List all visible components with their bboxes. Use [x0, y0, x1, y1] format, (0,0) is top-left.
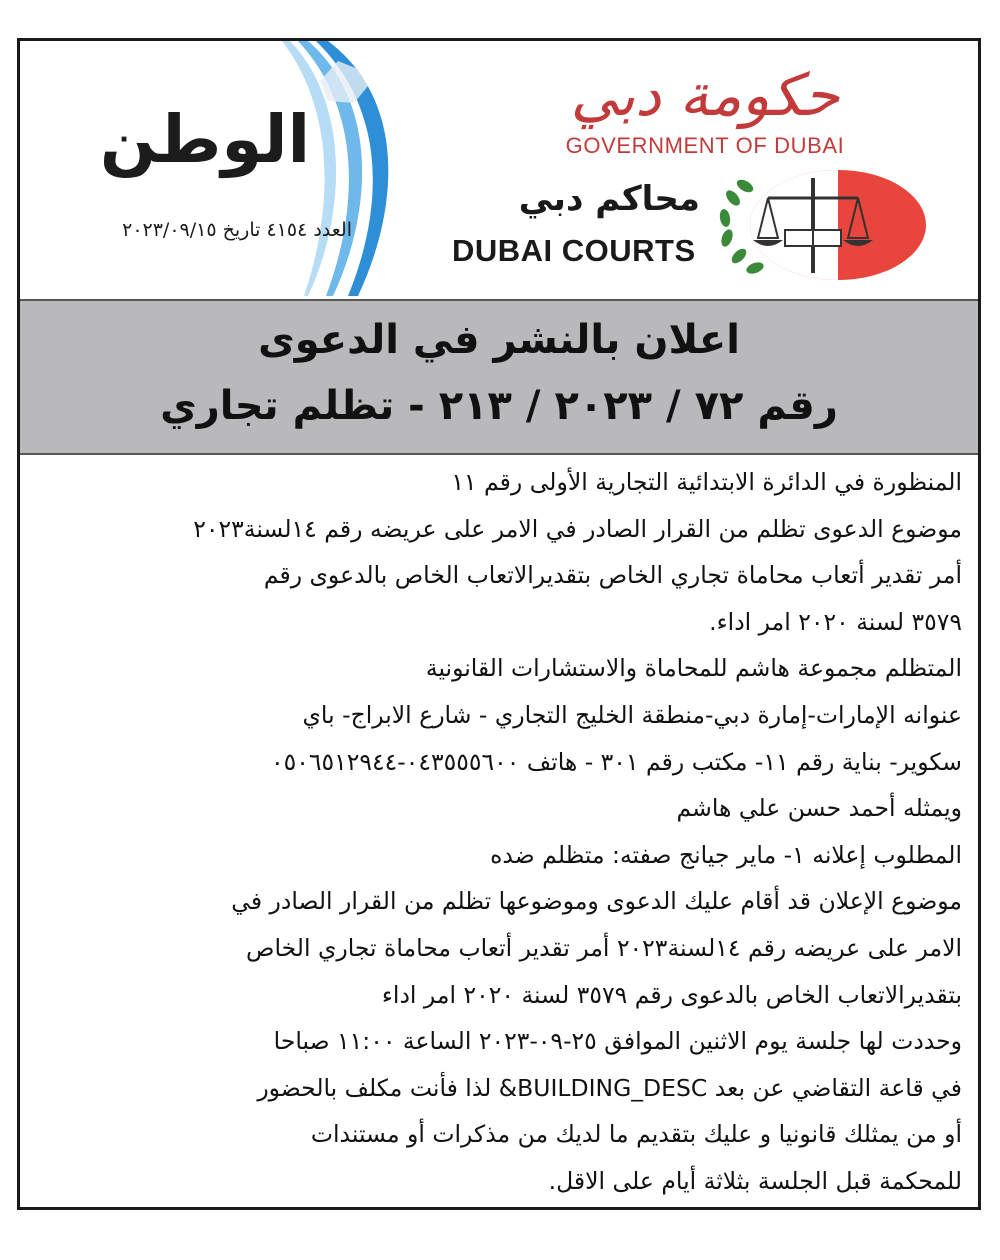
body-line: المطلوب إعلانه ١- ماير جيانج صفته: متظلم ضده	[490, 840, 962, 869]
body-line: المتظلم مجموعة هاشم للمحاماة والاستشارات القانونية	[425, 654, 962, 683]
dubai-courts-scales-emblem	[713, 168, 928, 283]
body-line: ٣٥٧٩ لسنة ٢٠٢٠ امر اداء.	[709, 607, 962, 636]
dubai-courts-arabic: محاكم دبي	[518, 179, 700, 219]
body-line: الامر على عريضه رقم ١٤لسنة٢٠٢٣ أمر تقدير أتعاب محاماة تجاري الخاص	[246, 933, 962, 962]
notice-frame	[17, 38, 981, 1210]
body-line: وحددت لها جلسة يوم الاثنين الموافق ٢٥-٠٩-٢٠٢٣ الساعة ١١:٠٠ صباحا	[273, 1027, 962, 1056]
newspaper-name: الوطن	[99, 101, 311, 178]
title-band	[20, 299, 978, 455]
body-line: موضوع الإعلان قد أقام عليك الدعوى وموضوعها تظلم من القرار الصادر في	[231, 887, 962, 916]
body-line: بتقديرالاتعاب الخاص بالدعوى رقم ٣٥٧٩ لسنة ٢٠٢٠ امر اداء	[381, 980, 962, 1009]
body-line: سكوير- بناية رقم ١١- مكتب رقم ٣٠١ - هاتف ٠٤٣٥٥٥٦٠٠-٠٥٠٦٥١٢٩٤٤	[271, 747, 962, 776]
body-line: أو من يمثلك قانونيا و عليك بتقديم ما لديك من مذكرات أو مستندات	[310, 1120, 962, 1149]
government-of-dubai-english: GOVERNMENT OF DUBAI	[565, 133, 845, 158]
case-number-title: رقم ٧٢ / ٢٠٢٣ / ٢١٣ - تظلم تجاري	[160, 383, 838, 429]
issue-date-line: العدد ٤١٥٤ تاريخ ٢٠٢٣/٠٩/١٥	[122, 219, 352, 241]
body-line: المنظورة في الدائرة الابتدائية التجارية الأولى رقم ١١	[451, 468, 962, 496]
government-of-dubai-arabic-logo: حكومة دبي	[570, 61, 840, 129]
body-line: ويمثله أحمد حسن علي هاشم	[676, 794, 962, 823]
body-line: موضوع الدعوى تظلم من القرار الصادر في الامر على عريضه رقم ١٤لسنة٢٠٢٣	[193, 514, 962, 543]
body-line: عنوانه الإمارات-إمارة دبي-منطقة الخليج التجاري - شارع الابراج- باي	[302, 700, 962, 729]
dubai-courts-english: DUBAI COURTS	[452, 233, 696, 268]
header	[20, 41, 978, 299]
notice-body	[42, 459, 962, 1205]
body-line: للمحكمة قبل الجلسة بثلاثة أيام على الاقل.	[548, 1166, 962, 1195]
body-line: في قاعة التقاضي عن بعد BUILDING_DESC& لذا فأنت مكلف بالحضور	[257, 1073, 962, 1102]
notice-title: اعلان بالنشر في الدعوى	[258, 317, 740, 363]
body-line: أمر تقدير أتعاب محاماة تجاري الخاص بتقديرالاتعاب الخاص بالدعوى رقم	[263, 561, 962, 590]
